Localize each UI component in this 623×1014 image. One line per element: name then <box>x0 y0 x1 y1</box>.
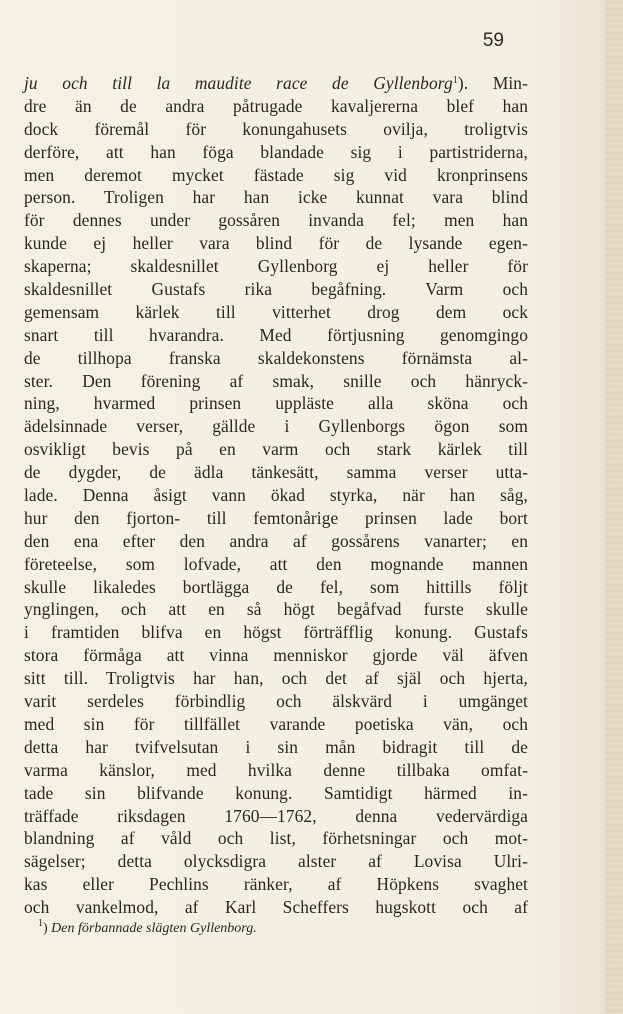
text-line: ning, hvarmed prinsen uppläste alla sköna och <box>24 393 528 414</box>
text-line: skulle likaledes bortlägga de fel, som hittills följt <box>24 576 528 597</box>
text-line: och vankelmod, af Karl Scheffers hugskott och af <box>24 897 528 918</box>
text-line: snart till hvarandra. Med förtjusning genomgingo <box>24 324 528 345</box>
footnote-marker: 1 <box>38 918 43 929</box>
text-line: kas eller Pechlins ränker, af Höpkens svaghet <box>24 874 528 895</box>
page-edge <box>605 0 623 1014</box>
text-line: dre än de andra påtrugade kavaljererna blef han <box>24 95 528 116</box>
text-line: de dygder, de ädla tänkesätt, samma verser utta- <box>24 462 528 483</box>
body-text <box>24 72 528 919</box>
text-line: lade. Denna åsigt vann ökad styrka, när han såg, <box>24 485 528 506</box>
text-line: detta har tvifvelsutan i sin mån bidragit till de <box>24 736 528 757</box>
text-line: varit serdeles förbindlig och älskvärd i umgänget <box>24 691 528 712</box>
text-line: person. Troligen har han icke kunnat vara blind <box>24 187 528 208</box>
text-line: för dennes under gossåren invanda fel; men han <box>24 210 528 231</box>
text-line: osvikligt bevis på en varm och stark kärlek till <box>24 439 528 460</box>
italic-phrase: ju och till la maudite race de Gyllenborg <box>24 73 453 93</box>
text-line: i framtiden blifva en högst förträfflig konung. Gustafs <box>24 622 528 643</box>
text-line: men deremot mycket fästade sig vid kronprinsens <box>24 164 528 185</box>
text-line: dock föremål för konungahusets ovilja, troligtvis <box>24 118 528 139</box>
text-line: de tillhopa franska skaldekonstens förnämsta al- <box>24 347 528 368</box>
text-line: skaperna; skaldesnillet Gyllenborg ej heller för <box>24 256 528 277</box>
text-line: tade sin blifvande konung. Samtidigt härmed in- <box>24 782 528 803</box>
text-line: sägelser; detta olycksdigra alster af Lovisa Ulri- <box>24 851 528 872</box>
text-line: sitt till. Troligtvis har han, och det af själ och hjerta, <box>24 668 528 689</box>
text-line: blandning af våld och list, förhetsningar och mot- <box>24 828 528 849</box>
text-segment: ). Min- <box>457 73 528 93</box>
text-line: den ena efter den andra af gossårens vanarter; en <box>24 530 528 551</box>
text-line <box>24 72 528 95</box>
text-line: skaldesnillet Gustafs rika begåfning. Varm och <box>24 279 528 300</box>
text-line: hur den fjorton- till femtonårige prinsen lade bort <box>24 507 528 528</box>
text-line: ädelsinnade verser, gällde i Gyllenborgs ögon som <box>24 416 528 437</box>
text-line: med sin för tillfället varande poetiska vän, och <box>24 713 528 734</box>
footnote-marker-paren: ) <box>43 921 48 936</box>
text-line: derföre, att han föga blandade sig i partistriderna, <box>24 141 528 162</box>
text-line: gemensam kärlek till vitterhet drog dem ock <box>24 301 528 322</box>
footnote-text: Den förbannade slägten Gyllenborg. <box>51 921 257 936</box>
text-line: ster. Den förening af smak, snille och hänryck- <box>24 370 528 391</box>
text-line: ynglingen, och att en så högt begåfvad furste skulle <box>24 599 528 620</box>
footnote <box>38 920 257 938</box>
text-line: varma känslor, med hvilka denne tillbaka omfat- <box>24 759 528 780</box>
text-line: företeelse, som lofvade, att den mognande mannen <box>24 553 528 574</box>
text-line: kunde ej heller vara blind för de lysande egen- <box>24 233 528 254</box>
page-number: 59 <box>482 30 504 51</box>
footnote-reference: 1 <box>452 75 458 86</box>
text-line: träffade riksdagen 1760—1762, denna vedervärdiga <box>24 805 528 826</box>
text-line: stora förmåga att vinna menniskor gjorde väl äfven <box>24 645 528 666</box>
